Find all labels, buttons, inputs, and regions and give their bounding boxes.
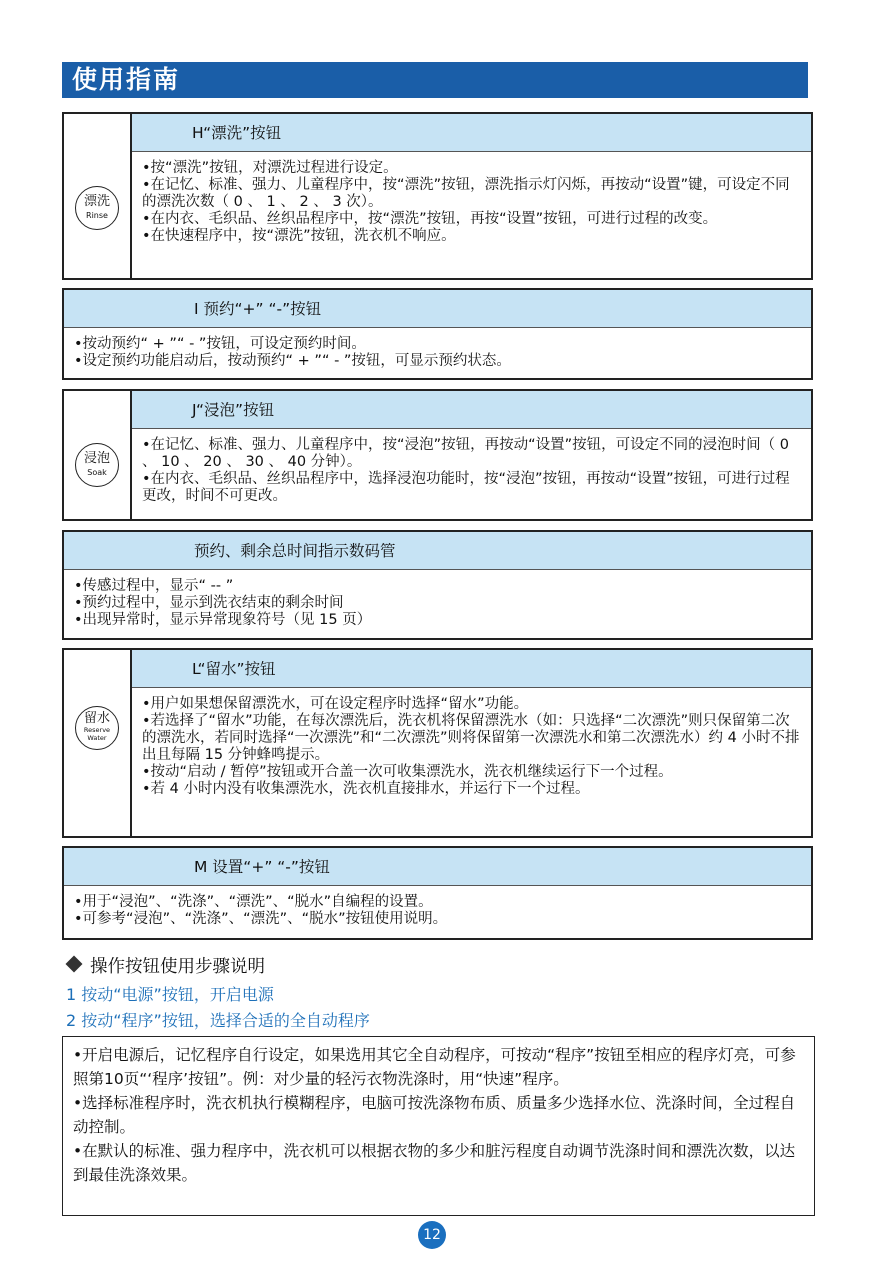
reserve-water-icon-en1: Reserve [83,726,111,734]
reserve-water-icon [75,706,119,750]
section-reserve-water [62,648,813,838]
section-body [142,696,801,798]
section-body [74,336,801,370]
section-body [74,894,801,928]
icon-column [64,391,132,519]
body-line: •设定预约功能启动后，按动预约“ + ”“ - ”按钮，可显示预约状态。 [74,353,511,369]
rinse-icon-cn: 漂洗 [83,194,110,209]
body-line: •若选择了“留水”功能，在每次漂洗后，洗衣机将保留漂洗水（如：只选择“二次漂洗”则只保留第二次的漂洗水，若同时选择“一次漂洗”和“二次漂洗”则将保留第一次漂洗水和第二次漂洗水）约 4 小时不排出且每隔 15 分钟蜂鸣提示。 [142,713,800,763]
body-line: •若 4 小时内没有收集漂洗水，洗衣机直接排水，并运行下一个过程。 [142,781,590,797]
steps-heading [62,953,265,978]
rinse-icon [75,186,119,230]
body-line: •在记忆、标准、强力、儿童程序中，按“漂洗”按钮，漂洗指示灯闪烁，再按动“设置”键，可设定不同的漂洗次数（ 0 、 1 、 2 、 3 次）。 [142,177,790,210]
body-line: •在内衣、毛织品、丝织品程序中，按“漂洗”按钮，再按“设置”按钮，可进行过程的改变。 [142,211,718,227]
instruction-box [62,1036,815,1216]
section-time-display [62,530,813,640]
body-line: •在内衣、毛织品、丝织品程序中，选择浸泡功能时，按“浸泡”按钮，再按动“设置”按钮，可进行过程更改，时间不可更改。 [142,471,790,504]
section-heading: L“留水”按钮 [132,650,811,688]
body-line: •在快速程序中，按“漂洗”按钮，洗衣机不响应。 [142,228,456,244]
reserve-water-icon-en2: Water [87,734,107,742]
section-heading: I 预约“+” “-”按钮 [64,290,811,328]
step-1: 1 按动“电源”按钮，开启电源 [66,985,274,1004]
icon-column [64,114,132,278]
section-body [142,160,801,245]
body-line: •按动“启动 / 暂停”按钮或开合盖一次可收集漂洗水，洗衣机继续运行下一个过程。 [142,764,673,780]
body-line: •传感过程中，显示“ -- ” [74,578,234,594]
icon-column [64,650,132,836]
section-reserve-time [62,288,813,380]
soak-icon [75,443,119,487]
steps-heading-text: 操作按钮使用步骤说明 [90,957,265,977]
reserve-water-icon-cn: 留水 [83,711,110,726]
section-setting [62,846,813,940]
section-heading: M 设置“+” “-”按钮 [64,848,811,886]
body-line: •可参考“浸泡”、“洗涤”、“漂洗”、“脱水”按钮使用说明。 [74,911,448,927]
body-line: •出现异常时，显示异常现象符号（见 15 页） [74,612,372,628]
diamond-bullet-icon [66,956,83,973]
body-line: •按“漂洗”按钮，对漂洗过程进行设定。 [142,160,398,176]
page-title: 使用指南 [62,62,808,98]
body-line: •在默认的标准、强力程序中，洗衣机可以根据衣物的多少和脏污程度自动调节洗涤时间和漂洗次数，以达到最佳洗涤效果。 [73,1142,796,1184]
section-body [142,437,801,505]
body-line: •选择标准程序时，洗衣机执行模糊程序，电脑可按洗涤物布质、质量多少选择水位、洗涤时间，全过程自动控制。 [73,1094,796,1136]
body-line: •用于“浸泡”、“洗涤”、“漂洗”、“脱水”自编程的设置。 [74,894,433,910]
section-heading: H“漂洗”按钮 [132,114,811,152]
rinse-icon-en: Rinse [86,211,108,220]
body-line: •预约过程中，显示到洗衣结束的剩余时间 [74,595,344,611]
instruction-body [73,1043,806,1187]
section-heading: J“浸泡”按钮 [132,391,811,429]
soak-icon-cn: 浸泡 [83,451,110,466]
body-line: •按动预约“ + ”“ - ”按钮，可设定预约时间。 [74,336,366,352]
body-line: •开启电源后，记忆程序自行设定，如果选用其它全自动程序，可按动“程序”按钮至相应的程序灯亮，可参照第10页“‘程序’按钮”。例：对少量的轻污衣物洗涤时，用“快速”程序。 [73,1046,796,1088]
section-rinse [62,112,813,280]
body-line: •用户如果想保留漂洗水，可在设定程序时选择“留水”功能。 [142,696,529,712]
body-line: •在记忆、标准、强力、儿童程序中，按“浸泡”按钮，再按动“设置”按钮，可设定不同的浸泡时间（ 0 、 10 、 20 、 30 、 40 分钟）。 [142,437,789,470]
section-body [74,578,801,629]
step-2: 2 按动“程序”按钮，选择合适的全自动程序 [66,1011,370,1030]
soak-icon-en: Soak [87,468,107,477]
page-number: 12 [418,1221,446,1249]
section-soak [62,389,813,521]
section-heading: 预约、剩余总时间指示数码管 [64,532,811,570]
